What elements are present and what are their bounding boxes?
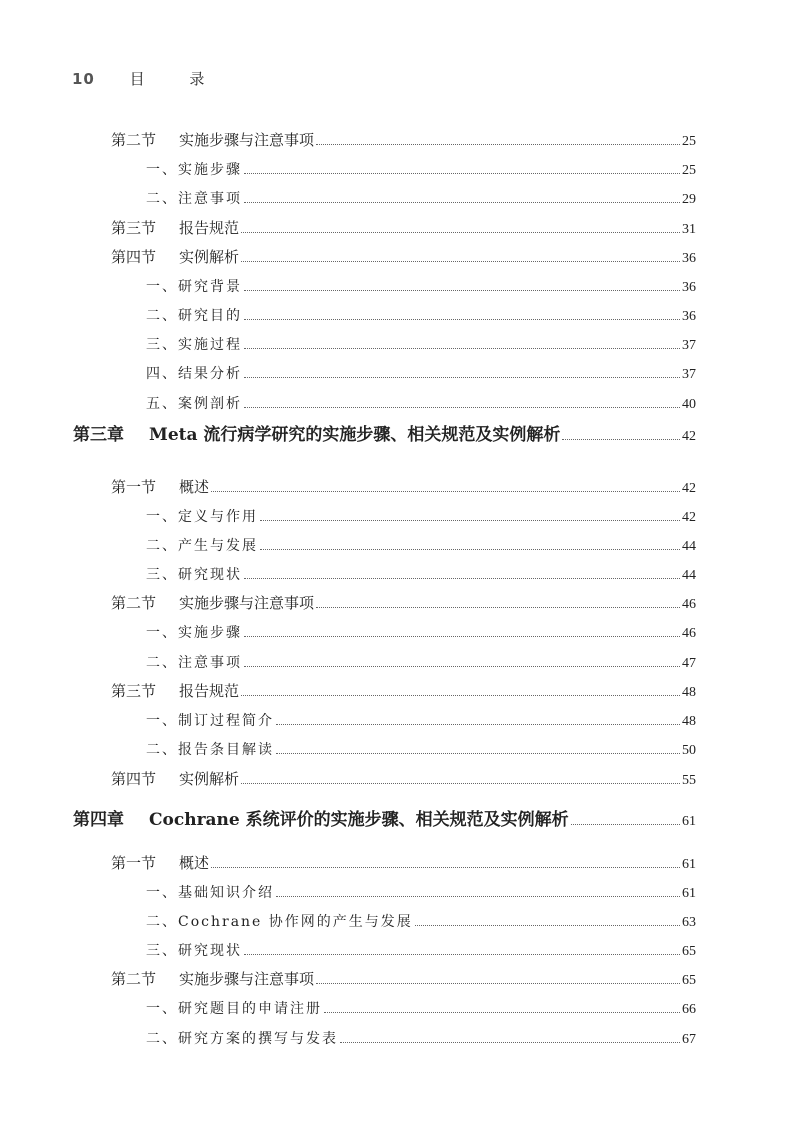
dot-leader xyxy=(260,549,680,550)
toc-entry-label xyxy=(0,276,242,296)
toc-entry-number: 三、 xyxy=(146,567,178,583)
toc-chapter-entry[interactable] xyxy=(0,804,800,830)
toc-entry-number: 二、 xyxy=(146,655,178,671)
toc-entry-title: 案例剖析 xyxy=(178,396,242,412)
toc-section-entry[interactable] xyxy=(0,471,800,497)
toc-entry-title: 定义与作用 xyxy=(178,509,258,525)
toc-entry-number: 第一节 xyxy=(111,478,157,496)
toc-entry-title: 基础知识介绍 xyxy=(178,885,274,901)
toc-entry-page: 46 xyxy=(682,626,696,641)
toc-entry-title: 实施步骤与注意事项 xyxy=(179,970,315,988)
toc-entry-title: 报告规范 xyxy=(179,682,240,700)
dot-leader xyxy=(562,439,680,440)
toc-entry-page: 25 xyxy=(682,134,696,149)
toc-entry-page: 42 xyxy=(682,510,696,525)
toc-subsection-entry[interactable] xyxy=(0,992,800,1018)
toc-entry-page: 48 xyxy=(682,685,696,700)
toc-entry-number: 一、 xyxy=(146,509,178,525)
toc-entry-page: 40 xyxy=(682,397,696,412)
toc-entry-title: 研究现状 xyxy=(178,943,242,959)
toc-entry-number: 第三章 xyxy=(73,425,124,445)
toc-entry-number: 一、 xyxy=(146,625,178,641)
toc-entry-number: 一、 xyxy=(146,1001,178,1017)
toc-entry-number: 一、 xyxy=(146,885,178,901)
toc-entry-number: 第四章 xyxy=(73,810,124,830)
toc-subsection-entry[interactable] xyxy=(0,646,800,672)
toc-entry-page: 36 xyxy=(682,251,696,266)
toc-subsection-entry[interactable] xyxy=(0,182,800,208)
toc-entry-label xyxy=(0,393,242,413)
toc-subsection-entry[interactable] xyxy=(0,616,800,642)
dot-leader xyxy=(244,202,680,203)
dot-leader xyxy=(244,636,680,637)
dot-leader xyxy=(276,896,680,897)
toc-entry-page: 61 xyxy=(682,814,696,829)
dot-leader xyxy=(276,753,680,754)
toc-subsection-entry[interactable] xyxy=(0,500,800,526)
dot-leader xyxy=(244,578,680,579)
toc-entry-label xyxy=(0,768,239,789)
toc-entry-page: 61 xyxy=(682,886,696,901)
toc-entry-label xyxy=(0,217,239,238)
toc-entry-label xyxy=(0,1028,338,1048)
toc-entry-label xyxy=(0,334,242,354)
dot-leader xyxy=(244,954,680,955)
toc-entry-title: 注意事项 xyxy=(178,655,242,671)
dot-leader xyxy=(211,491,680,492)
toc-entry-page: 36 xyxy=(682,309,696,324)
toc-section-entry[interactable] xyxy=(0,763,800,789)
toc-entry-number: 第二节 xyxy=(111,970,157,988)
toc-subsection-entry[interactable] xyxy=(0,357,800,383)
toc-subsection-entry[interactable] xyxy=(0,299,800,325)
toc-entry-title: 制订过程简介 xyxy=(178,713,274,729)
toc-entry-number: 四、 xyxy=(146,366,178,382)
toc-entry-title: 概述 xyxy=(179,478,210,496)
toc-entry-page: 48 xyxy=(682,714,696,729)
toc-entry-label xyxy=(0,710,274,730)
toc-entry-label xyxy=(0,622,242,642)
toc-entry-page: 42 xyxy=(682,481,696,496)
toc-entry-title: 概述 xyxy=(179,854,210,872)
toc-subsection-entry[interactable] xyxy=(0,153,800,179)
toc-subsection-entry[interactable] xyxy=(0,905,800,931)
toc-entry-title: 研究题目的申请注册 xyxy=(178,1001,322,1017)
toc-subsection-entry[interactable] xyxy=(0,558,800,584)
toc-entry-page: 55 xyxy=(682,773,696,788)
toc-section-entry[interactable] xyxy=(0,212,800,238)
toc-entry-label xyxy=(0,911,413,931)
toc-entry-page: 66 xyxy=(682,1002,696,1017)
toc-entry-label xyxy=(0,805,569,830)
toc-entry-title: 报告规范 xyxy=(179,219,240,237)
toc-entry-label xyxy=(0,159,242,179)
toc-entry-number: 二、 xyxy=(146,308,178,324)
toc-entry-number: 二、 xyxy=(146,191,178,207)
toc-entry-title: 实施步骤与注意事项 xyxy=(179,131,315,149)
toc-entry-page: 65 xyxy=(682,973,696,988)
dot-leader xyxy=(244,348,680,349)
toc-entry-page: 63 xyxy=(682,915,696,930)
toc-entry-title: 研究现状 xyxy=(178,567,242,583)
toc-entry-number: 第四节 xyxy=(111,248,157,266)
toc-entry-page: 36 xyxy=(682,280,696,295)
toc-entry-number: 第二节 xyxy=(111,131,157,149)
dot-leader xyxy=(244,407,680,408)
toc-entry-label xyxy=(0,852,209,873)
toc-entry-label xyxy=(0,652,242,672)
dot-leader xyxy=(241,261,680,262)
toc-entry-label xyxy=(0,506,258,526)
dot-leader xyxy=(415,925,680,926)
toc-entry-title: 实例解析 xyxy=(179,248,240,266)
toc-entry-page: 61 xyxy=(682,857,696,872)
toc-chapter-entry[interactable] xyxy=(0,419,800,445)
toc-entry-page: 50 xyxy=(682,743,696,758)
toc-section-entry[interactable] xyxy=(0,847,800,873)
dot-leader xyxy=(244,666,680,667)
toc-entry-title: 产生与发展 xyxy=(178,538,258,554)
toc-entry-number: 三、 xyxy=(146,943,178,959)
toc-entry-label xyxy=(0,564,242,584)
dot-leader xyxy=(211,867,680,868)
toc-entry-page: 42 xyxy=(682,429,696,444)
toc-entry-page: 31 xyxy=(682,222,696,237)
toc-section-entry[interactable] xyxy=(0,241,800,267)
toc-entry-title: 实施步骤 xyxy=(178,625,242,641)
toc-subsection-entry[interactable] xyxy=(0,934,800,960)
toc-entry-number: 二、 xyxy=(146,1031,178,1047)
dot-leader xyxy=(244,290,680,291)
dot-leader xyxy=(316,983,680,984)
toc-entry-page: 46 xyxy=(682,597,696,612)
dot-leader xyxy=(260,520,680,521)
page-header xyxy=(72,68,224,89)
toc-entry-page: 25 xyxy=(682,163,696,178)
dot-leader xyxy=(571,824,680,825)
toc-entry-page: 44 xyxy=(682,568,696,583)
toc-entry-number: 一、 xyxy=(146,162,178,178)
toc-entry-title: Cochrane 系统评价的实施步骤、相关规范及实例解析 xyxy=(149,810,569,830)
toc-section-entry[interactable] xyxy=(0,587,800,613)
toc-entry-label xyxy=(0,882,274,902)
toc-subsection-entry[interactable] xyxy=(0,529,800,555)
toc-section-entry[interactable] xyxy=(0,124,800,150)
toc-subsection-entry[interactable] xyxy=(0,876,800,902)
toc-entry-number: 三、 xyxy=(146,337,178,353)
dot-leader xyxy=(241,783,680,784)
toc-entry-title: Cochrane 协作网的产生与发展 xyxy=(178,914,413,930)
toc-entry-page: 47 xyxy=(682,656,696,671)
toc-entry-title: 注意事项 xyxy=(178,191,242,207)
page-number: 10 xyxy=(72,70,95,88)
dot-leader xyxy=(340,1042,680,1043)
dot-leader xyxy=(244,173,680,174)
toc-entry-title: 结果分析 xyxy=(178,366,242,382)
toc-entry-number: 一、 xyxy=(146,279,178,295)
toc-entry-label xyxy=(0,535,258,555)
toc-entry-label xyxy=(0,246,239,267)
toc-section-entry[interactable] xyxy=(0,675,800,701)
toc-entry-number: 二、 xyxy=(146,914,178,930)
toc-subsection-entry[interactable] xyxy=(0,328,800,354)
toc-subsection-entry[interactable] xyxy=(0,733,800,759)
toc-entry-title: 报告条目解读 xyxy=(178,742,274,758)
dot-leader xyxy=(276,724,680,725)
toc-entry-title: Meta 流行病学研究的实施步骤、相关规范及实例解析 xyxy=(149,425,561,445)
toc-entry-label xyxy=(0,305,242,325)
toc-entry-title: 实例解析 xyxy=(179,770,240,788)
toc-entry-label xyxy=(0,680,239,701)
dot-leader xyxy=(241,232,680,233)
dot-leader xyxy=(324,1012,680,1013)
toc-entry-page: 44 xyxy=(682,539,696,554)
toc-entry-label xyxy=(0,476,209,497)
dot-leader xyxy=(241,695,680,696)
toc-entry-title: 研究方案的撰写与发表 xyxy=(178,1031,338,1047)
toc-entry-title: 实施步骤与注意事项 xyxy=(179,594,315,612)
toc-entry-number: 二、 xyxy=(146,538,178,554)
toc-entry-label xyxy=(0,998,322,1018)
toc-entry-label xyxy=(0,739,274,759)
toc-section-entry[interactable] xyxy=(0,963,800,989)
toc-entry-number: 一、 xyxy=(146,713,178,729)
toc-entry-page: 67 xyxy=(682,1032,696,1047)
running-title: 目 录 xyxy=(129,70,225,88)
toc-entry-number: 二、 xyxy=(146,742,178,758)
toc-entry-page: 37 xyxy=(682,338,696,353)
dot-leader xyxy=(244,377,680,378)
toc-entry-number: 第一节 xyxy=(111,854,157,872)
toc-entry-label xyxy=(0,592,314,613)
toc-entry-title: 实施步骤 xyxy=(178,162,242,178)
toc-subsection-entry[interactable] xyxy=(0,270,800,296)
toc-entry-page: 29 xyxy=(682,192,696,207)
toc-entry-page: 37 xyxy=(682,367,696,382)
toc-entry-label xyxy=(0,968,314,989)
dot-leader xyxy=(316,144,680,145)
toc-subsection-entry[interactable] xyxy=(0,704,800,730)
toc-entry-title: 研究背景 xyxy=(178,279,242,295)
toc-entry-number: 第三节 xyxy=(111,219,157,237)
toc-entry-label xyxy=(0,129,314,150)
toc-entry-title: 研究目的 xyxy=(178,308,242,324)
toc-entry-page: 65 xyxy=(682,944,696,959)
toc-entry-number: 第二节 xyxy=(111,594,157,612)
toc-entry-label xyxy=(0,940,242,960)
toc-entry-number: 五、 xyxy=(146,396,178,412)
toc-entry-label xyxy=(0,188,242,208)
dot-leader xyxy=(316,607,680,608)
toc-entry-title: 实施过程 xyxy=(178,337,242,353)
toc-entry-label xyxy=(0,420,560,445)
toc-entry-number: 第四节 xyxy=(111,770,157,788)
toc-entry-label xyxy=(0,363,242,383)
toc-subsection-entry[interactable] xyxy=(0,1022,800,1048)
dot-leader xyxy=(244,319,680,320)
toc-entry-number: 第三节 xyxy=(111,682,157,700)
toc-subsection-entry[interactable] xyxy=(0,387,800,413)
